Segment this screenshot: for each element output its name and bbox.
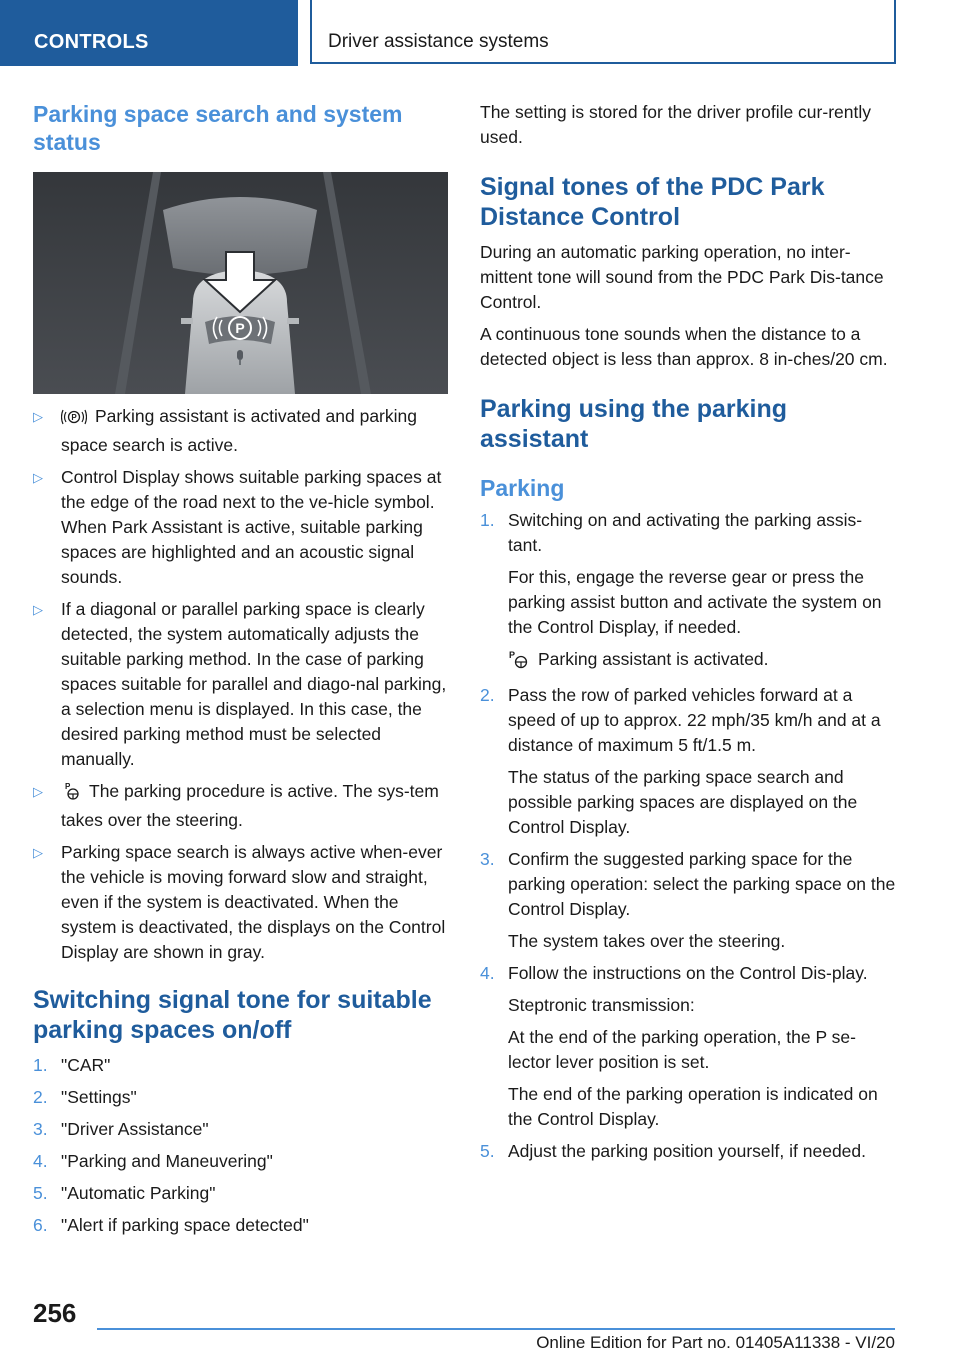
- list-item: 1. Switching on and activating the parking assis‐tant. For this, engage the reverse gear or press the parking assist button and activate the system on the Control Display, if needed. P Parking assistant is activated.: [480, 508, 896, 676]
- edition-info: Online Edition for Part no. 01405A11338 - VI/20: [536, 1333, 895, 1352]
- figure-p-label: P: [235, 320, 245, 336]
- heading-signal-tone: Switching signal tone for suitable parking spaces on/off: [33, 986, 432, 1044]
- list-item: ▷ P The parking procedure is active. The sys‐tem takes over the steering.: [33, 781, 439, 830]
- list-item: 1. "CAR": [33, 1055, 111, 1075]
- heading-pdc-signal-tones: Signal tones of the PDC Park Distance Control: [480, 173, 825, 231]
- list-item: ▷ P Parking assistant is activated and parking space search is active.: [33, 406, 417, 455]
- left-column: [33, 100, 449, 1245]
- heading-parking-space-search: Parking space search and system status: [33, 101, 403, 155]
- triangle-right-icon: ▷: [33, 409, 43, 424]
- page-header: [0, 0, 960, 66]
- list-item: ▷ Control Display shows suitable parking spaces at the edge of the road next to the ve‐hicle symbol. When Park Assistant is active, suitable parking spaces are highlighted and an acoustic signal sounds.: [33, 467, 442, 587]
- svg-text:P: P: [65, 782, 71, 791]
- menu-path-list: [33, 1053, 449, 1238]
- triangle-right-icon: ▷: [33, 845, 43, 860]
- heading-parking: Parking: [480, 475, 565, 501]
- chapter-title: Driver assistance systems: [310, 0, 896, 64]
- right-column: [480, 100, 896, 1171]
- page-number: 256: [33, 1298, 77, 1328]
- heading-parking-using-assistant: Parking using the parking assistant: [480, 395, 787, 453]
- svg-text:P: P: [71, 413, 77, 422]
- parking-display-illustration: [33, 172, 448, 394]
- parking-assistant-sensor-icon: [61, 408, 87, 433]
- list-item: ▷ Parking space search is always active when‐ever the vehicle is moving forward slow and straight, even if the system is deactivated. When the system is deactivated, the displays on the Control Display are shown in gray.: [33, 842, 446, 962]
- list-item: 2. "Settings": [33, 1087, 137, 1107]
- status-bullet-list: [33, 404, 449, 965]
- list-item: 3. Confirm the suggested parking space for the parking operation: select the parking space on the Control Display. The system takes over the steering.: [480, 849, 896, 951]
- parking-assistant-icon: [508, 649, 530, 676]
- parking-steering-icon: [61, 781, 81, 808]
- list-item: 4. "Parking and Maneuvering": [33, 1151, 273, 1171]
- parking-steps-list: [480, 508, 896, 1164]
- list-item: 5. Adjust the parking position yourself, if needed.: [480, 1141, 866, 1161]
- list-item: 2. Pass the row of parked vehicles forward at a speed of up to approx. 22 mph/35 km/h and at a distance of maximum 5 ft/1.5 m. The status of the parking space search and possible parking spaces are displayed on the Control Display.: [480, 685, 881, 837]
- list-item: 5. "Automatic Parking": [33, 1183, 216, 1203]
- pdc-paragraph-2: A continuous tone sounds when the distance to a detected object is less than approx. 8 in‐ches/20 cm.: [480, 324, 888, 369]
- list-item: 3. "Driver Assistance": [33, 1119, 209, 1139]
- triangle-right-icon: ▷: [33, 470, 43, 485]
- svg-text:P: P: [509, 650, 516, 660]
- list-item: 6. "Alert if parking space detected": [33, 1215, 309, 1235]
- list-item: 4. Follow the instructions on the Control Dis‐play. Steptronic transmission: At the end of the parking operation, the P se‐lector lever position is set. The end of the parking operation is indicated on the Control Display.: [480, 963, 878, 1129]
- parking-display-figure: [33, 172, 448, 394]
- profile-setting-text: The setting is stored for the driver profile cur‐rently used.: [480, 102, 871, 147]
- list-item: ▷ If a diagonal or parallel parking space is clearly detected, the system automatically adjusts the suitable parking method. In the case of parking spaces suitable for parallel and diago‐nal parking, a selection menu is displayed. In this case, the desired parking method must be selected manually.: [33, 599, 447, 769]
- triangle-right-icon: ▷: [33, 784, 43, 799]
- section-tab: CONTROLS: [0, 0, 298, 66]
- pdc-paragraph-1: During an automatic parking operation, no inter‐mittent tone will sound from the PDC Park Dis‐tance Control.: [480, 242, 884, 312]
- triangle-right-icon: ▷: [33, 602, 43, 617]
